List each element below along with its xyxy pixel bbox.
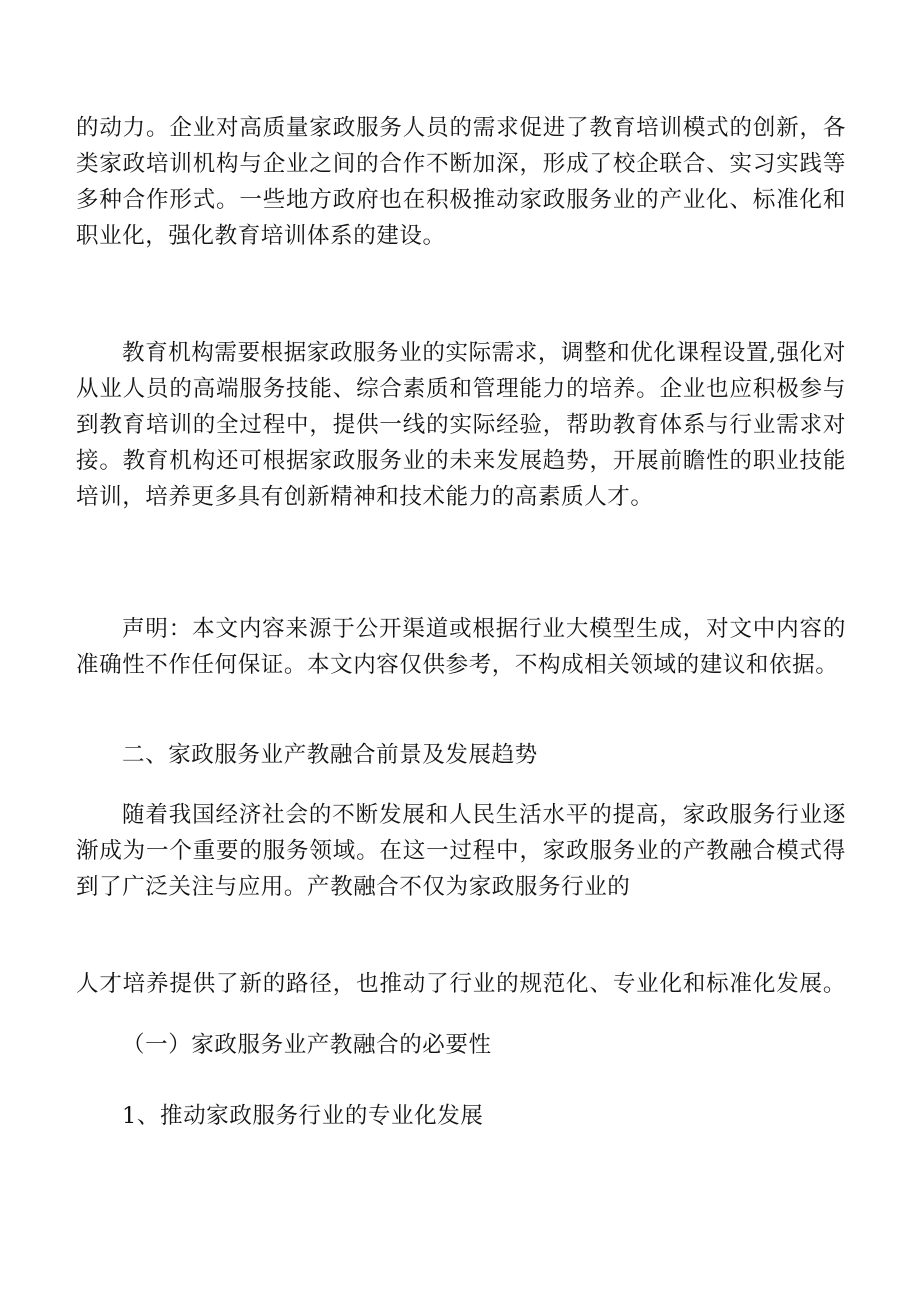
- section-heading-prospects: 二、家政服务业产教融合前景及发展趋势: [122, 742, 538, 768]
- item-heading-professionalization: 1、推动家政服务行业的专业化发展: [122, 1103, 484, 1129]
- paragraph-development: 随着我国经济社会的不断发展和人民生活水平的提高，家政服务行业逐渐成为一个重要的服务领域。在这一过程中，家政服务业的产教融合模式得到了广泛关注与应用。产教融合不仅为家政服务行业的: [76, 802, 846, 900]
- subsection-heading-necessity: （一）家政服务业产教融合的必要性: [122, 1032, 492, 1058]
- paragraph-disclaimer: 声明：本文内容来源于公开渠道或根据行业大模型生成，对文中内容的准确性不作任何保证。本文内容仅供参考，不构成相关领域的建议和依据。: [76, 616, 846, 678]
- paragraph-education-institutions: 教育机构需要根据家政服务业的实际需求，调整和优化课程设置,强化对从业人员的高端服务技能、综合素质和管理能力的培养。企业也应积极参与到教育培训的全过程中，提供一线的实际经验，帮助教育体系与行业需求对接。教育机构还可根据家政服务业的未来发展趋势，开展前瞻性的职业技能培训，培养更多具有创新精神和技术能力的高素质人才。: [76, 340, 846, 510]
- paragraph-talent-training: 人才培养提供了新的路径，也推动了行业的规范化、专业化和标准化发展。: [76, 971, 846, 997]
- paragraph-continuation: 的动力。企业对高质量家政服务人员的需求促进了教育培训模式的创新，各类家政培训机构与企业之间的合作不断加深，形成了校企联合、实习实践等多种合作形式。一些地方政府也在积极推动家政服务业的产业化、标准化和职业化，强化教育培训体系的建设。: [76, 115, 846, 249]
